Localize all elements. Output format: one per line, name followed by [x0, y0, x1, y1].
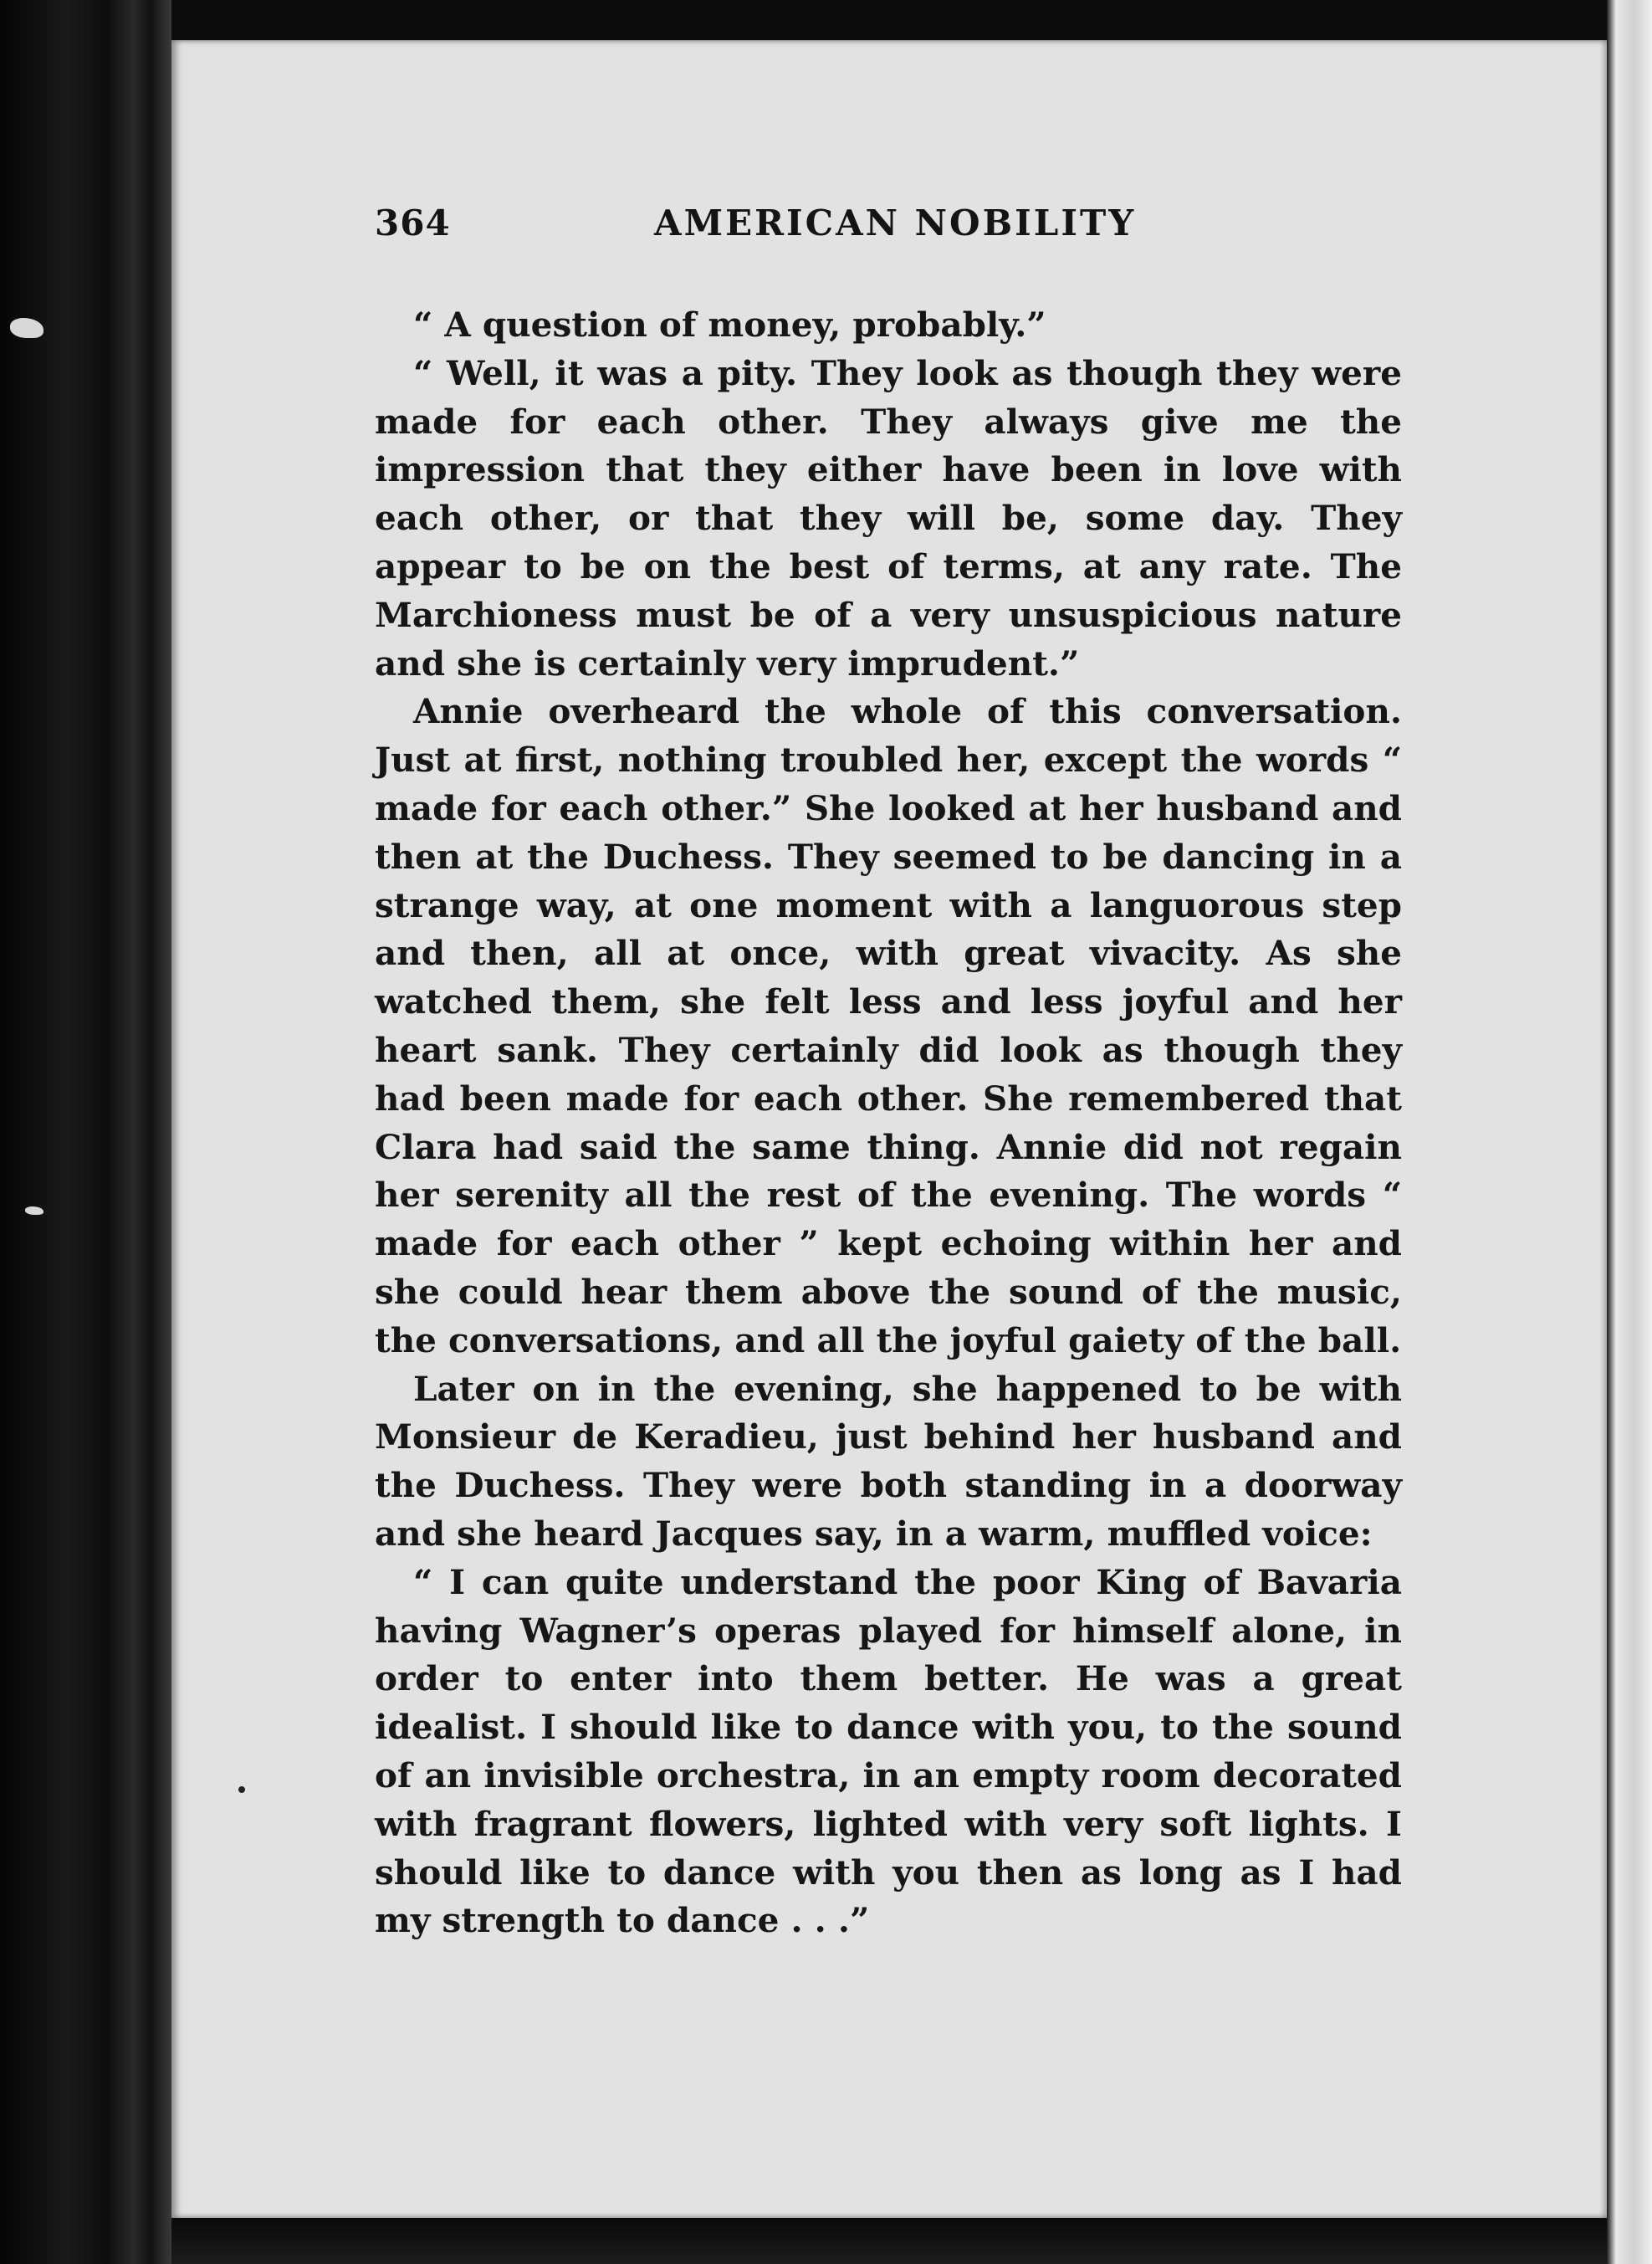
page-number: 364	[375, 202, 451, 243]
spine-mark	[25, 1206, 43, 1215]
paragraph-1: “ A question of money, probably.”	[413, 305, 1046, 345]
running-head: AMERICAN NOBILITY	[654, 202, 1137, 243]
spine-mark	[10, 318, 43, 338]
paragraph-3: Annie overheard the whole of this conversation. Just at first, nothing troubled her, except the words “ made for each other.” She looked at her husband and then at the Duchess. They seemed to be dancing in a strange way, at one moment with a languorous step and then, all at once, with great vivacity. As she watched them, she felt less and less joyful and her heart sank. They certainly did look as though they had been made for each other. She remembered that Clara had said the same thing. Annie did not regain her serenity all the rest of the evening. The words “ made for each other ” kept echoing within her and she could hear them above the sound of the music, the conversations, and all the joyful gaiety of the ball.	[375, 691, 1402, 1360]
page-header	[375, 202, 1404, 261]
scan-speck	[238, 1786, 245, 1793]
paragraph-5: “ I can quite understand the poor King of Bavaria having Wagner’s operas played for himself alone, in order to enter into them better. He was a great idealist. I should like to dance with you, to the sound of an invisible orchestra, in an empty room decorated with fragrant flowers, lighted with very soft lights. I should like to dance with you then as long as I had my strength to dance . . .”	[375, 1561, 1402, 1941]
paragraph-2: “ Well, it was a pity. They look as though they were made for each other. They always give me the impression that they either have been in love with each other, or that they will be, some day. They appear to be on the best of terms, at any rate. The Marchioness must be of a very unsuspicious nature and she is certainly very imprudent.”	[375, 352, 1402, 684]
paragraph-4: Later on in the evening, she happened to be with Monsieur de Keradieu, just behind her husband and the Duchess. They were both standing in a doorway and she heard Jacques say, in a warm, muffled voice:	[375, 1368, 1402, 1554]
book-spine	[0, 0, 171, 2264]
page-right-edge	[1607, 0, 1652, 2264]
body-text	[375, 301, 1402, 1945]
page-bottom-edge	[171, 2218, 1607, 2264]
